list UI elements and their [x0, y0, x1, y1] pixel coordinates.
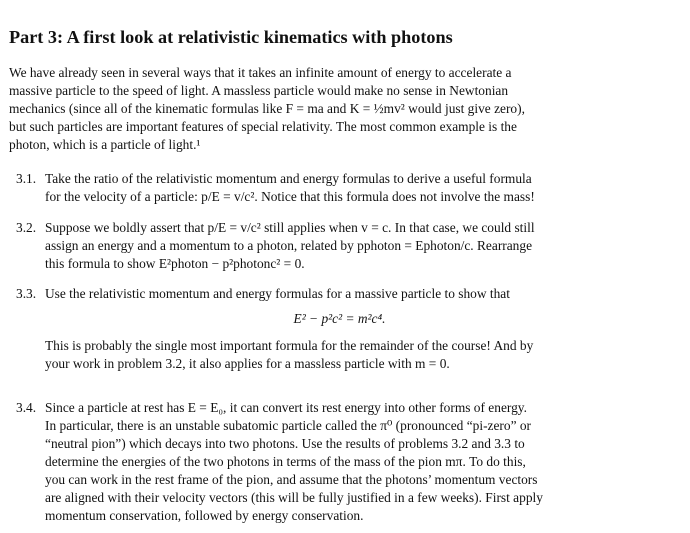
problem-line: you can work in the rest frame of the pion, and assume that the photons’ momentum vectors: [45, 472, 538, 487]
intro-line: massive particle to the speed of light. A massless particle would make no sense in Newtonian: [9, 83, 509, 98]
intro-line: but such particles are important features of special relativity. The most common example is the: [9, 119, 517, 134]
problem-line: Use the relativistic momentum and energy formulas for a massive particle to show that: [45, 286, 510, 301]
problem-line: are aligned with their velocity vectors (this will be fully justified in a few weeks). First apply: [45, 490, 543, 505]
problem-number: 3.1.: [16, 171, 37, 186]
problem-3-3: [16, 285, 634, 373]
problem-line: momentum conservation, followed by energy conservation.: [45, 508, 364, 523]
problem-line: your work in problem 3.2, it also applies for a massless particle with m = 0.: [45, 356, 450, 371]
intro-line: We have already seen in several ways that it takes an infinite amount of energy to accelerate a: [9, 65, 512, 80]
problem-number: 3.4.: [16, 400, 37, 415]
problem-line: “neutral pion”) which decays into two photons. Use the results of problems 3.2 and 3.3 to: [45, 436, 525, 451]
section-heading: Part 3: A first look at relativistic kinematics with photons: [9, 27, 453, 47]
problem-line: This is probably the single most important formula for the remainder of the course! And by: [45, 338, 534, 353]
problem-line: for the velocity of a particle: p/E = v/c². Notice that this formula does not involve the mass!: [45, 189, 535, 204]
problem-number: 3.2.: [16, 220, 37, 235]
problem-line: Since a particle at rest has E = E₀, it can convert its rest energy into other forms of energy.: [45, 400, 527, 415]
problem-line: determine the energies of the two photons in terms of the mass of the pion mπ. To do this,: [45, 454, 526, 469]
problem-3-2: [16, 219, 634, 273]
problem-3-4: [16, 399, 634, 525]
problem-number: 3.3.: [16, 286, 37, 301]
problem-line: Suppose we boldly assert that p/E = v/c² still applies when v = c. In that case, we could still: [45, 220, 535, 235]
problem-line: assign an energy and a momentum to a photon, related by pphoton = Ephoton/c. Rearrange: [45, 238, 533, 253]
intro-line: photon, which is a particle of light.¹: [9, 137, 201, 152]
problem-line: this formula to show E²photon − p²photonc² = 0.: [45, 256, 305, 271]
intro-paragraph: [9, 64, 633, 154]
problem-3-1: [16, 170, 634, 206]
problem-line: Take the ratio of the relativistic momentum and energy formulas to derive a useful formula: [45, 171, 532, 186]
display-equation: E² − p²c² = m²c⁴.: [293, 311, 386, 326]
intro-line: mechanics (since all of the kinematic formulas like F = ma and K = ½mv² would just give zero),: [9, 101, 525, 116]
problem-line: In particular, there is an unstable subatomic particle called the π⁰ (pronounced “pi-zero” or: [45, 418, 532, 433]
